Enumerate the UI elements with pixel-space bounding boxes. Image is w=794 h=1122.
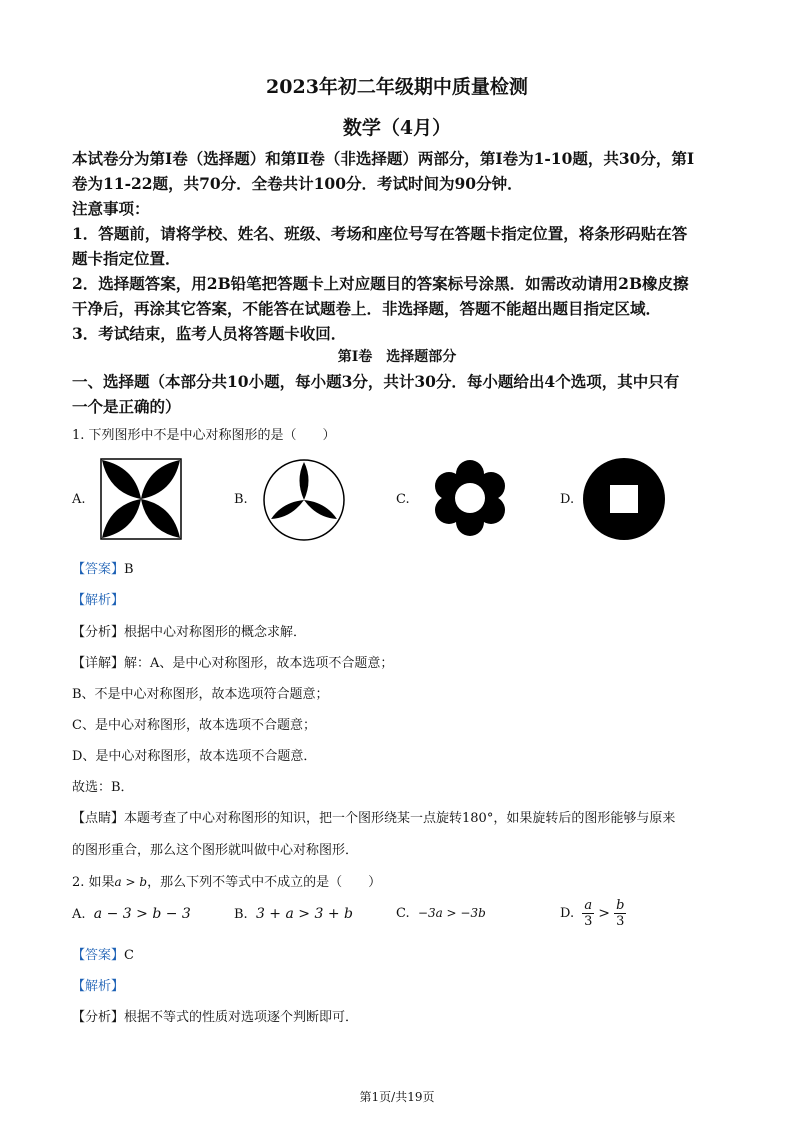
q2-fenxi	[72, 1006, 358, 1025]
q2-stem-condition: a > b	[114, 875, 148, 889]
q2-option-d	[560, 898, 626, 929]
q1-option-d-label: D.	[560, 492, 575, 507]
q1-stem: 1. 下列图形中不是中心对称图形的是（ ）	[72, 428, 336, 443]
fraction-numerator: a	[584, 898, 593, 913]
q2-analysis-tag: 【解析】	[72, 979, 125, 994]
q2-option-d-label: D.	[560, 906, 575, 921]
answer-value: B	[124, 562, 134, 577]
fenxi-text: 根据中心对称图形的概念求解．	[124, 625, 307, 640]
note-3: 3．考试结束，监考人员将答题卡收回．	[72, 324, 347, 343]
section-heading: 第Ⅰ卷 选择题部分	[337, 349, 457, 365]
exam-subtitle: 数学（4月）	[342, 117, 452, 139]
q2-option-a-expr: a − 3 > b − 3	[93, 906, 191, 922]
q1-fenxi	[72, 621, 306, 640]
q1-line-d: D、是中心对称图形，故本选项不合题意．	[72, 749, 317, 764]
q2-option-d-fraction-b	[614, 898, 626, 929]
xiangjie-tag: 【详解】	[72, 656, 125, 671]
q2-option-d-gt: >	[598, 905, 610, 922]
q1-analysis-tag: 【解析】	[72, 593, 125, 608]
fenxi-text: 根据不等式的性质对选项逐个判断即可．	[124, 1010, 359, 1025]
answer-tag: 【答案】	[72, 948, 125, 963]
fraction-denominator: 3	[616, 914, 625, 929]
intro-line-1: 本试卷分为第Ⅰ卷（选择题）和第Ⅱ卷（非选择题）两部分，第Ⅰ卷为1-10题，共30分，第Ⅰ	[72, 149, 695, 168]
fenxi-tag: 【分析】	[72, 1010, 125, 1025]
page-footer: 第1页/共19页	[359, 1090, 435, 1104]
q2-option-a-label: A.	[72, 907, 86, 922]
q1-answer	[72, 558, 134, 577]
exam-title: 2023年初二年级期中质量检测	[266, 76, 528, 98]
q2-option-b	[234, 906, 353, 922]
flower-figure	[432, 458, 508, 538]
q2-option-d-fraction-a	[582, 898, 594, 929]
q1-xiangjie	[72, 652, 393, 671]
four-petal-square-figure	[100, 458, 182, 540]
q1-dianjing-line-2: 的图形重合，那么这个图形就叫做中心对称图形．	[72, 843, 359, 858]
dianjing-tag: 【点睛】	[72, 811, 125, 826]
q1-line-c: C、是中心对称图形，故本选项不合题意；	[72, 718, 316, 733]
q2-option-a	[72, 906, 191, 922]
q1-option-b-label: B.	[234, 492, 248, 507]
q1-dianjing-line-1	[72, 807, 675, 826]
q2-option-c	[396, 906, 486, 921]
fraction-numerator: b	[616, 898, 625, 913]
note-1-line-2: 题卡指定位置．	[72, 249, 181, 268]
part-heading-line-1: 一、选择题（本部分共10小题，每小题3分，共计30分．每小题给出4个选项，其中只有	[72, 372, 680, 391]
xiangjie-text: 解：A、是中心对称图形，故本选项不合题意；	[124, 656, 394, 671]
q1-line-b: B、不是中心对称图形，故本选项符合题意；	[72, 687, 329, 702]
intro-line-2: 卷为11-22题，共70分．全卷共计100分．考试时间为90分钟．	[72, 174, 523, 193]
q2-option-c-label: C.	[396, 906, 410, 921]
note-2-line-1: 2．选择题答案，用2B铅笔把答题卡上对应题目的答案标号涂黑．如需改动请用2B橡皮擦	[72, 274, 689, 293]
dianjing-text: 本题考查了中心对称图形的知识，把一个图形绕某一点旋转180°，如果旋转后的图形能够与原来	[124, 811, 676, 826]
three-blade-circle-figure	[262, 458, 346, 542]
coin-figure	[582, 457, 666, 541]
note-2-line-2: 干净后，再涂其它答案，不能答在试题卷上．非选择题，答题不能超出题目指定区域．	[72, 299, 662, 318]
q2-option-b-expr: 3 + a > 3 + b	[255, 906, 353, 922]
q2-answer	[72, 944, 134, 963]
q2-option-c-expr: −3a > −3b	[417, 906, 486, 920]
q2-stem-prefix: 2. 如果	[72, 875, 115, 890]
q2-option-b-label: B.	[234, 907, 248, 922]
fenxi-tag: 【分析】	[72, 625, 125, 640]
fraction-denominator: 3	[584, 914, 593, 929]
q2-stem-suffix: ，那么下列不等式中不成立的是（ ）	[147, 875, 382, 890]
q2-stem	[72, 871, 381, 890]
q1-choose: 故选：B．	[72, 780, 134, 795]
q1-option-a-label: A.	[72, 492, 86, 507]
q1-option-c-label: C.	[396, 492, 410, 507]
note-1-line-1: 1．答题前，请将学校、姓名、班级、考场和座位号写在答题卡指定位置，将条形码贴在答	[72, 224, 688, 243]
answer-value: C	[124, 948, 134, 963]
answer-tag: 【答案】	[72, 562, 125, 577]
part-heading-line-2: 一个是正确的）	[72, 397, 181, 416]
notes-heading: 注意事项：	[72, 199, 150, 218]
